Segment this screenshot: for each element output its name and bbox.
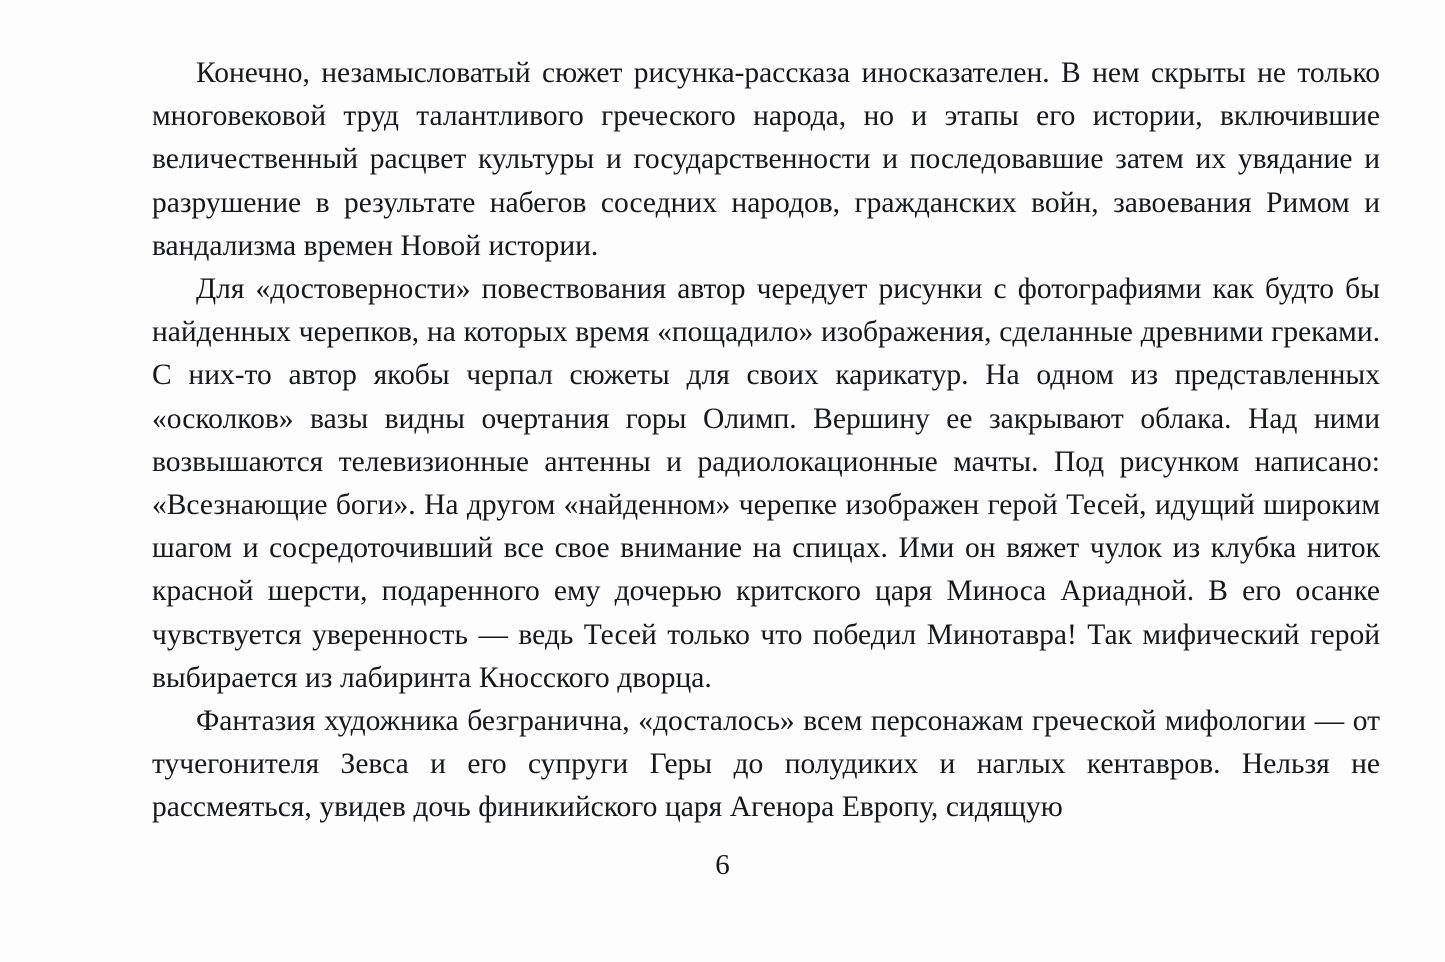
paragraph-3: Фантазия художника безгранична, «досталось» всем персонажам греческой мифологии — от тучегонителя Зевса и его супруги Геры до полудиких и наглых кентавров. Нельзя не рассмеяться, увидев дочь финикийского царя Агенора Европу, сидящую: [152, 705, 1380, 824]
body-text-column: [152, 52, 1380, 830]
paragraph-1: Конечно, незамысловатый сюжет рисунка-рассказа иносказателен. В нем скрыты не только многовековой труд талантливого греческого народа, но и этапы его истории, включившие величественный расцвет культуры и государственности и последовавшие затем их увядание и разрушение в результате набегов соседних народов, гражданских войн, завоевания Римом и вандализма времен Новой истории.: [152, 57, 1380, 262]
page-number: 6: [715, 849, 730, 881]
paragraph-2: Для «достоверности» повествования автор чередует рисунки с фотографиями как будто бы найденных черепков, на которых время «пощадило» изображения, сделанные древними греками. С них-то автор якобы черпал сюжеты для своих карикатур. На одном из представленных «осколков» вазы видны очертания горы Олимп. Вершину ее закрывают облака. Над ними возвышаются телевизионные антенны и радиолокационные мачты. Под рисунком написано: «Всезнающие боги». На другом «найденном» черепке изображен герой Тесей, идущий широким шагом и сосредоточивший все свое внимание на спицах. Ими он вяжет чулок из клубка ниток красной шерсти, подаренного ему дочерью критского царя Миноса Ариадной. В его осанке чувствуется уверенность — ведь Тесей только что победил Минотавра! Так мифический герой выбирается из лабиринта Кносского дворца.: [152, 273, 1380, 694]
